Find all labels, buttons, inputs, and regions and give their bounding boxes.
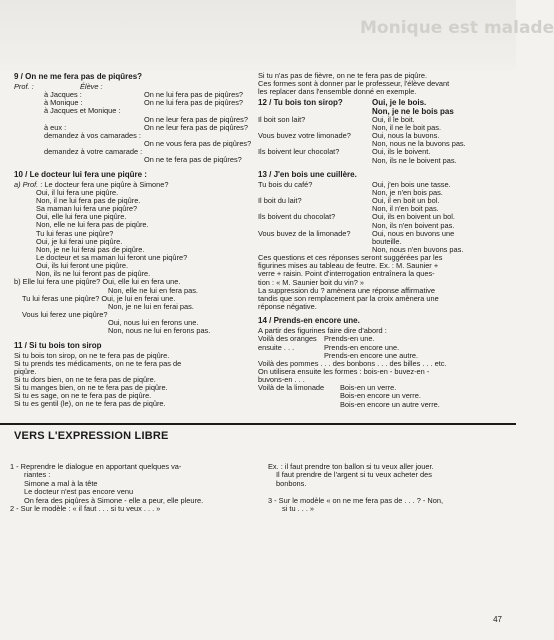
s10-a-line: Non, elle ne lui fera pas de piqûre.: [36, 220, 149, 230]
s14-row-2-prompt: [258, 392, 340, 400]
section-11-title: 11 / Si tu bois ton sirop: [14, 340, 102, 350]
s12-answer-no: Non, je ne le bois pas: [372, 106, 454, 116]
ghost-heading: Monique est malade: [360, 18, 554, 38]
section-divider: [0, 423, 516, 425]
page-number: 47: [493, 615, 502, 624]
s13-row-response: bouteille.: [372, 236, 402, 246]
s13-paragraph-2: [258, 287, 502, 311]
s10-a-line: Oui, elle lui fera une piqûre.: [36, 212, 127, 222]
s13-row-prompt: Tu bois du café?: [258, 179, 313, 189]
prof-label: Prof. :: [14, 82, 34, 91]
s13-row-response: Non, ils n'en boivent pas.: [372, 220, 455, 230]
s10-a-line: Sa maman lui fera une piqûre?: [36, 204, 138, 214]
s13-paragraph-1: [258, 254, 502, 287]
s10-b-first: b) Elle lui fera une piqûre? Oui, elle lui en fera une.: [14, 277, 181, 287]
s10-a-line: Oui, il lui fera une piqûre.: [36, 187, 119, 197]
s14-intro: A partir des figurines faire dire d'abord :: [258, 326, 387, 336]
s9-lines: [14, 91, 252, 164]
s14-row-prompt: Voilà des oranges: [258, 334, 317, 344]
s10-a-line: Tu lui feras une piqûre?: [36, 228, 114, 238]
s13-p2-line: tandis que son remplacement par la croix amènera une: [258, 293, 439, 303]
s14-row-2-response: Bois-en encore un autre verre.: [340, 399, 440, 409]
s13-row-response: Non, il n'en boit pas.: [372, 204, 439, 214]
s11-line: piqûre.: [14, 366, 37, 376]
expr-right-line: 3 - Sur le modèle « on ne me fera pas de . . . ? - Non,: [268, 495, 444, 505]
s12-row: [258, 157, 502, 165]
s11-line: Si tu bois ton sirop, on ne te fera pas de piqûre.: [14, 350, 170, 360]
s10-b-line: Vous lui ferez une piqûre?: [22, 310, 108, 320]
expression-right: [268, 463, 504, 513]
s9-line-prompt: demandez à vos camarades :: [44, 130, 141, 140]
expr-right-line: Il faut prendre de l'argent si tu veux acheter des: [276, 470, 432, 480]
s10-b-line: Non, nous ne lui en ferons pas.: [108, 326, 211, 336]
s10-b-line: Non, je ne lui en ferai pas.: [108, 301, 194, 311]
s13-row-response: Oui, j'en bois une tasse.: [372, 179, 451, 189]
s14-row-2-response: Bois-en encore un verre.: [340, 391, 421, 401]
s9-line-response: On ne te fera pas de piqûres?: [144, 155, 242, 165]
s10-b-line: Non, elle ne lui en fera pas.: [108, 285, 198, 295]
s9-line-prompt: à eux :: [44, 122, 67, 132]
s9-line-response: On ne vous fera pas de piqûres?: [144, 139, 252, 149]
expr-right-line: bonbons.: [276, 478, 307, 488]
section-9-title: 9 / On ne me fera pas de piqûres?: [14, 72, 143, 81]
expr-left-line: On fera des piqûres à Simone - elle a peur, elle pleure.: [24, 495, 204, 505]
s13-row-prompt: [258, 238, 372, 246]
s9-line-prompt: [14, 116, 144, 124]
s14-row-2-prompt: Voilà de la limonade: [258, 383, 325, 393]
expr-left-line: riantes :: [24, 470, 51, 480]
s12-row-response: Oui, ils le boivent.: [372, 147, 431, 157]
s13-row-response: Oui, nous en buvons une: [372, 228, 455, 238]
section-10-title: 10 / Le docteur lui fera une piqûre :: [14, 169, 147, 179]
s13-row-prompt: Vous buvez de la limonade?: [258, 228, 351, 238]
s14-row-2-prompt: [258, 401, 340, 409]
section-12-title: 12 / Tu bois ton sirop?: [258, 98, 343, 108]
s11-line: Si tu manges bien, on ne te fera pas de piqûre.: [14, 383, 168, 393]
s14-line-3: buvons-en . . .: [258, 375, 305, 385]
s12-answer-yes: Oui, je le bois.: [372, 98, 427, 108]
s12-row-response: Non, nous ne la buvons pas.: [372, 139, 466, 149]
right-intro-line: Ces formes sont à donner par le professeur, l'élève devant: [258, 79, 450, 89]
s10-a-lines: [14, 189, 252, 279]
s10-a-line: Non, il ne lui fera pas de piqûre.: [36, 195, 141, 205]
s10-a-line: Non, ils ne lui feront pas de piqûre.: [36, 269, 151, 279]
s12-row-response: Non, ils ne le boivent pas.: [372, 155, 457, 165]
section-14-title: 14 / Prends-en encore une.: [258, 316, 360, 326]
s9-line-response: On ne leur fera pas de piqûres?: [144, 114, 248, 124]
s14-rows: [258, 335, 502, 359]
s13-row-response: Non, je n'en bois pas.: [372, 187, 443, 197]
s9-line-response: On ne lui fera pas de piqûres?: [144, 90, 244, 100]
s14-line-2: On utilisera ensuite les formes : bois-en - buvez-en -: [258, 367, 430, 376]
s13-rows: [258, 181, 502, 254]
s13-row-response: Non, nous n'en buvons pas.: [372, 244, 464, 254]
s12-row-response: Non, il ne le boit pas.: [372, 122, 442, 132]
s10-a-line: Le docteur et sa maman lui feront une piqûre?: [36, 252, 188, 262]
s11-line: Si tu es gentil (le), on ne te fera pas de piqûre.: [14, 399, 166, 409]
s10-b-line: Tu lui feras une piqûre? Oui, je lui en ferai une.: [22, 293, 176, 303]
s13-row-response: Oui, ils en boivent un bol.: [372, 212, 455, 222]
s9-line-prompt: demandez à votre camarade :: [44, 147, 143, 157]
s12-rows: [258, 116, 502, 165]
s9-line-prompt: à Monique :: [44, 98, 83, 108]
s9-line-prompt: à Jacques :: [44, 90, 82, 100]
s13-row-prompt: Il boit du lait?: [258, 196, 302, 206]
expr-right-line: Ex. : il faut prendre ton ballon si tu veux aller jouer.: [268, 462, 434, 471]
expr-right-line: si tu . . . »: [282, 504, 315, 514]
s10-a-line: Oui, ils lui feront une piqûre.: [36, 261, 129, 271]
expr-left-line: Simone a mal à la tête: [24, 478, 98, 488]
s11-line: Si tu dors bien, on ne te fera pas de piqûre.: [14, 375, 156, 384]
eleve-label: Élève :: [80, 82, 103, 91]
expr-left-line: 2 - Sur le modèle : « il faut . . . si tu veux . . . »: [10, 504, 161, 514]
s14-row-prompt: ensuite . . .: [258, 342, 295, 352]
s13-p1-line: figurines mises au tableau de feutre. Ex. : M. Saunier +: [258, 261, 439, 271]
s14-row-2: [258, 401, 502, 409]
s12-row-prompt: [258, 157, 372, 165]
previous-page-bleed: [0, 0, 554, 70]
s13-p1-line: verre + raisin. Point d'interrogation entraînera la ques-: [258, 269, 435, 279]
s14-row-response: Prends-en encore une autre.: [324, 350, 419, 360]
s13-p1-line: tion : « M. Saunier boit du vin? »: [258, 277, 364, 287]
s12-row-prompt: Ils boivent leur chocolat?: [258, 147, 340, 157]
s14-line-1: Voilà des pommes . . . des bonbons . . . des billes . . . etc.: [258, 358, 447, 368]
s9-line-response: On ne leur fera pas de piqûres?: [144, 122, 248, 132]
s11-lines: [14, 352, 252, 409]
s10-a-line: Non, je ne lui ferai pas de piqûre.: [36, 244, 145, 254]
s13-p1-line: Ces questions et ces réponses seront suggérées par les: [258, 253, 443, 263]
expression-left: [10, 463, 260, 513]
s9-line-prompt: à Jacques et Monique :: [44, 106, 121, 116]
right-intro-line: Si tu n'as pas de fièvre, on ne te fera pas de piqûre.: [258, 71, 428, 80]
s13-row-response: Oui, il en boit un bol.: [372, 196, 440, 206]
s10-b-line: Oui, nous lui en ferons une.: [108, 318, 199, 328]
s13-row-prompt: Ils boivent du chocolat?: [258, 212, 336, 222]
expr-left-line: Le docteur n'est pas encore venu: [24, 487, 134, 497]
s14-row-response: Prends-en une.: [324, 334, 375, 344]
s11-line: Si tu prends tes médicaments, on ne te fera pas de: [14, 358, 182, 368]
section-13-title: 13 / J'en bois une cuillère.: [258, 169, 357, 179]
s14-rows-2: [258, 384, 502, 408]
s12-row-prompt: Vous buvez votre limonade?: [258, 131, 351, 141]
right-intro-line: les replacer dans l'ensemble donné en exemple.: [258, 87, 417, 97]
s14-row-response: Prends-en encore une.: [324, 342, 400, 352]
s10-b-lines: [14, 287, 252, 336]
s11-line: Si tu es sage, on ne te fera pas de piqûre.: [14, 391, 152, 401]
s9-line-prompt: [14, 156, 144, 164]
s10-a-line: Oui, je lui ferai une piqûre.: [36, 236, 123, 246]
s13-p2-line: La suppression du ? amènera une réponse affirmative: [258, 285, 435, 295]
left-column: [14, 72, 252, 409]
s12-row-prompt: Il boit son lait?: [258, 114, 306, 124]
s10-a-first-text: : Le docteur fera une piqûre à Simone?: [40, 179, 169, 189]
s9-line: [14, 156, 252, 164]
s12-row-response: Oui, nous la buvons.: [372, 131, 440, 141]
expression-title: VERS L'EXPRESSION LIBRE: [14, 430, 169, 442]
s13-p2-line: réponse négative.: [258, 302, 317, 312]
expr-left-line: 1 - Reprendre le dialogue en apportant quelques va-: [10, 462, 182, 471]
right-intro: [258, 72, 502, 96]
s9-line-response: On ne lui fera pas de piqûres?: [144, 98, 244, 108]
s12-row-response: Oui, il le boit.: [372, 114, 415, 124]
s14-row-2-response: Bois-en un verre.: [340, 383, 397, 393]
right-column: [258, 72, 502, 409]
s10-a-label: a) Prof.: [14, 179, 39, 189]
